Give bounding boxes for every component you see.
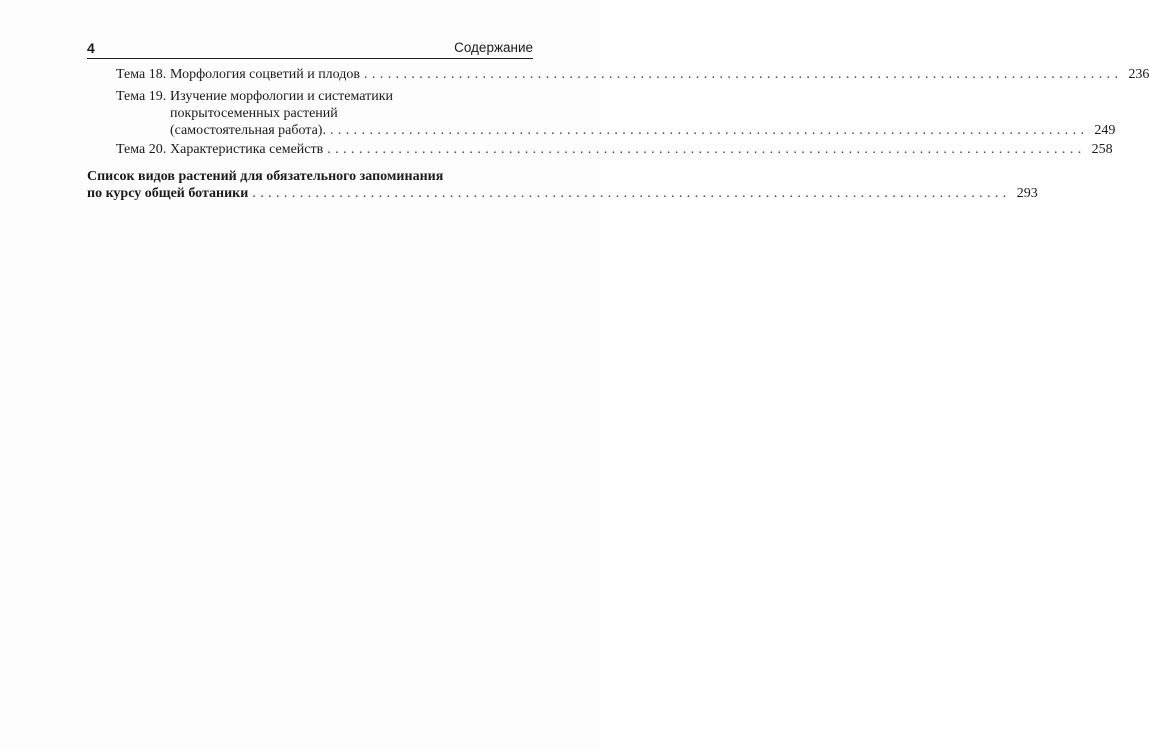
toc-entry-title: Морфология соцветий и плодов: [170, 67, 360, 82]
toc-entry-title-line: [170, 141, 1113, 158]
toc-entry-label: Тема 19.: [116, 89, 167, 104]
running-head: [87, 38, 533, 59]
toc-entry-title-last: (самостоятельная работа).: [170, 123, 326, 138]
toc-entry-title-last: по курсу общей ботаники: [87, 186, 249, 201]
toc-entry-page: 293: [1016, 186, 1038, 201]
section-title: Содержание: [454, 40, 533, 55]
toc-entry-title: Изучение морфологии и систематики: [170, 89, 394, 104]
leader-dots: ................................................................................................: [329, 123, 1089, 138]
toc-entry-title-continued: покрытосеменных растений: [170, 106, 338, 121]
leader-dots: ................................................................................................: [252, 186, 1011, 201]
toc-entry-19[interactable]: [116, 88, 1116, 139]
toc-entry-title-line: [87, 185, 1038, 202]
leader-dots: ................................................................................................: [364, 67, 1123, 82]
toc-entry-20[interactable]: [116, 141, 1113, 158]
toc-entry-page: 249: [1094, 123, 1116, 138]
page-number: 4: [87, 40, 95, 56]
leader-dots: ................................................................................................: [327, 142, 1086, 157]
toc-entry-title: Характеристика семейств: [170, 142, 324, 157]
toc-entry-title: Список видов растений для обязательного запоминания: [87, 169, 444, 184]
toc-entry-title-line: [170, 66, 1149, 83]
toc-entry-18[interactable]: [116, 66, 1149, 83]
toc-entry-page: 258: [1091, 142, 1113, 157]
toc-entry-label: Тема 18.: [116, 67, 167, 82]
toc-entry-label: Тема 20.: [116, 142, 167, 157]
toc-entry-page: 236: [1128, 67, 1149, 82]
toc-entry-species-list[interactable]: [87, 168, 1038, 202]
toc-entry-title-line: [170, 122, 1116, 139]
